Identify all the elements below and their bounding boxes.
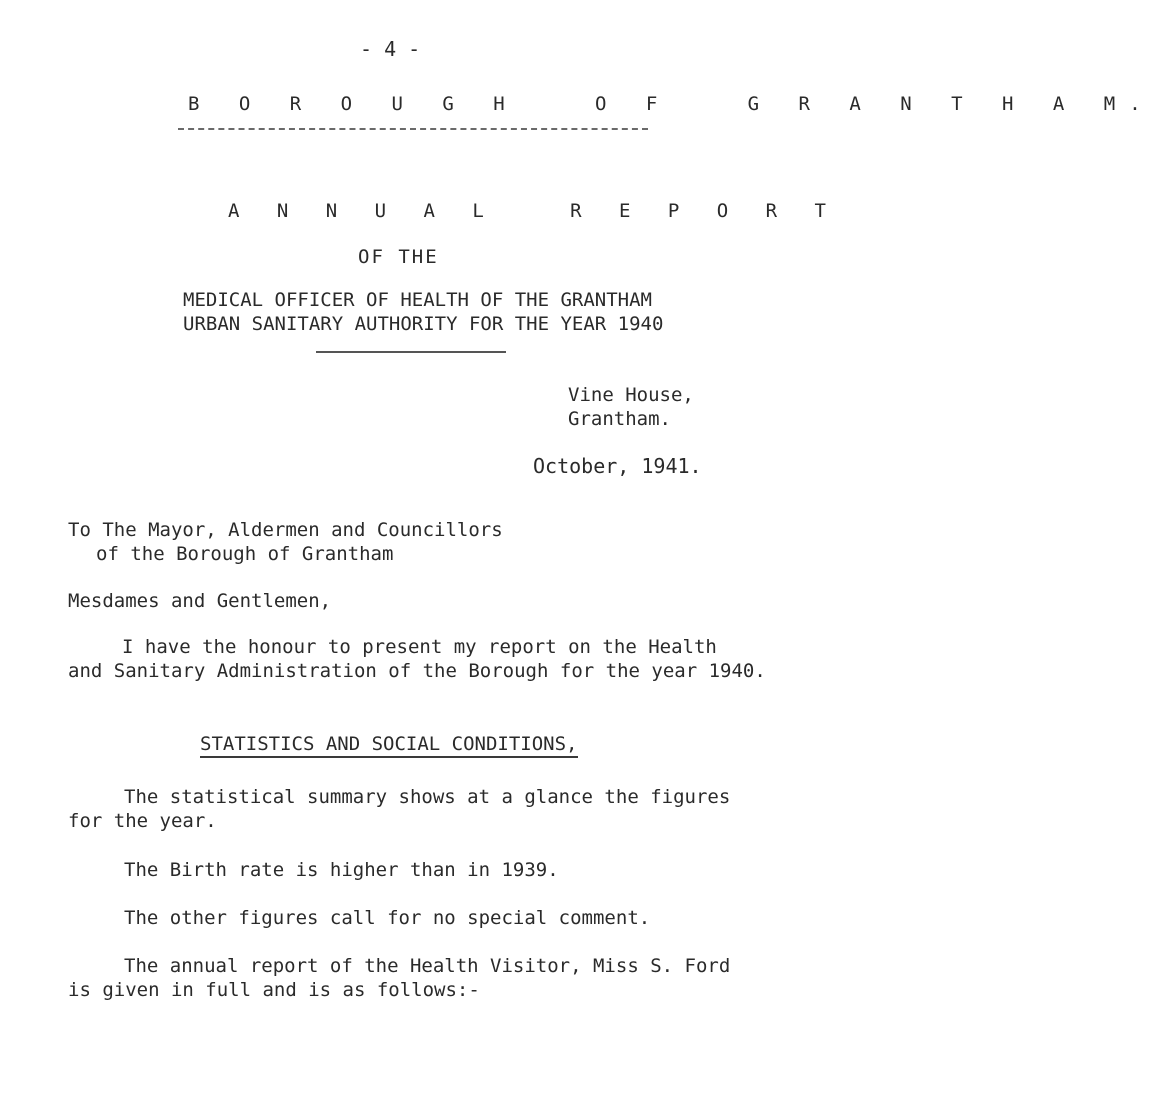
solid-divider (316, 351, 506, 353)
paragraph-4-line1: The annual report of the Health Visitor, Miss S. Ford (124, 955, 731, 977)
paragraph-4-line2: is given in full and is as follows:- (68, 979, 480, 1001)
page-number: - 4 - (360, 37, 421, 61)
address-line1: Vine House, (568, 384, 694, 406)
borough-title: B O R O U G H O F G R A N T H A M. (188, 93, 1155, 115)
report-date: October, 1941. (533, 454, 702, 478)
dashed-divider (178, 128, 648, 130)
paragraph-3: The other figures call for no special comment. (124, 907, 651, 929)
salutation-line2: of the Borough of Grantham (96, 543, 394, 565)
intro-line1: I have the honour to present my report on the Health (122, 636, 717, 658)
intro-line2: and Sanitary Administration of the Borough for the year 1940. (68, 660, 766, 682)
paragraph-2: The Birth rate is higher than in 1939. (124, 859, 559, 881)
paragraph-1-line1: The statistical summary shows at a glance the figures (124, 786, 731, 808)
of-the-heading: OF THE (358, 246, 439, 268)
report-type-heading: A N N U A L R E P O R T (228, 200, 839, 222)
section-heading: STATISTICS AND SOCIAL CONDITIONS, (200, 733, 578, 758)
report-title-line1: MEDICAL OFFICER OF HEALTH OF THE GRANTHAM (183, 289, 652, 311)
paragraph-1-line2: for the year. (68, 810, 217, 832)
greeting: Mesdames and Gentlemen, (68, 590, 332, 612)
address-line2: Grantham. (568, 408, 671, 430)
salutation-line1: To The Mayor, Aldermen and Councillors (68, 519, 503, 541)
report-title-line2: URBAN SANITARY AUTHORITY FOR THE YEAR 1940 (183, 313, 664, 335)
